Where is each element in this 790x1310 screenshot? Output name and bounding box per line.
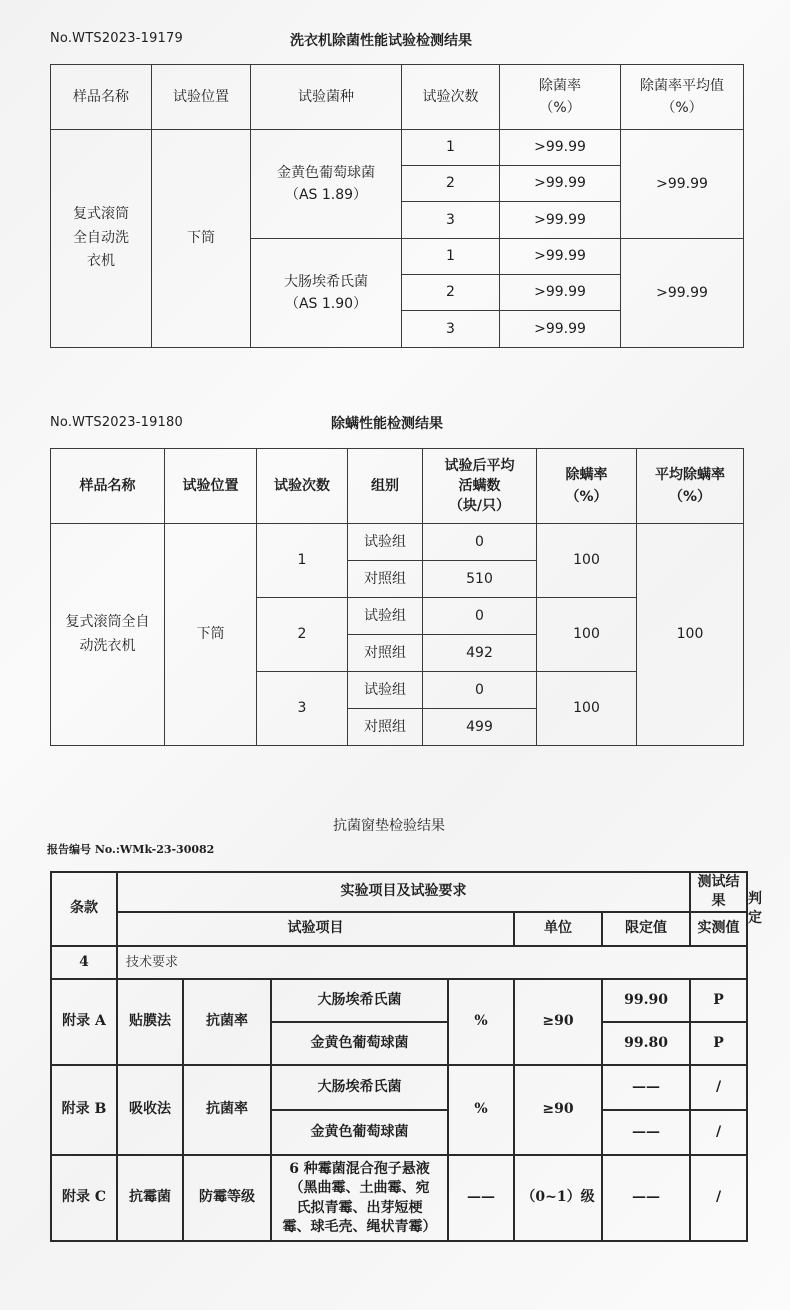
position-cell: 下筒 — [165, 524, 257, 746]
unit-value: —— — [448, 1155, 514, 1241]
sample-name: 复式滚筒全自动洗衣机 — [65, 613, 150, 654]
header-kill-rate — [500, 65, 621, 130]
report-number-3: 报告编号 No.:WMk-23-30082 — [47, 843, 215, 856]
measured-value: 99.90 — [602, 979, 690, 1022]
strain-name: 金黄色葡萄球菌 — [271, 1022, 448, 1065]
kill-rate: >99.99 — [500, 239, 621, 275]
live-mite-count: 499 — [423, 709, 537, 746]
judgement-value: / — [690, 1110, 747, 1155]
live-mite-count: 492 — [423, 635, 537, 672]
judgement-value: P — [690, 1022, 747, 1065]
header-clause: 条款 — [51, 872, 117, 946]
header-kill-rate-label: 除菌率 — [539, 77, 581, 94]
run-number: 2 — [402, 166, 500, 202]
run-number: 1 — [257, 524, 348, 598]
measured-value: 99.80 — [602, 1022, 690, 1065]
header-run: 试验次数 — [257, 449, 348, 524]
live-mite-count: 0 — [423, 598, 537, 635]
judgement-value: / — [690, 1155, 747, 1241]
test-method: 抗霉菌 — [117, 1155, 183, 1241]
measured-value: —— — [602, 1065, 690, 1110]
kill-rate: >99.99 — [500, 166, 621, 202]
group-label: 对照组 — [348, 561, 423, 598]
test-item: 抗菌率 — [183, 979, 271, 1065]
strain-cell — [251, 239, 402, 348]
judgement-value: P — [690, 979, 747, 1022]
header-measured: 实测值 — [690, 912, 747, 946]
run-number: 2 — [402, 275, 500, 311]
header-unit: 单位 — [514, 912, 602, 946]
kill-rate: >99.99 — [500, 275, 621, 311]
judgement-value: / — [690, 1065, 747, 1110]
kill-rate: >99.99 — [500, 130, 621, 166]
mold-desc-line: 霉、球毛壳、绳状青霉） — [282, 1219, 437, 1236]
kill-rate: >99.99 — [500, 311, 621, 348]
header-test-result: 测试结果 — [690, 872, 747, 912]
section-title-1: 洗衣机除菌性能试验检测结果 — [290, 33, 472, 49]
strain-name: 大肠埃希氏菌 — [271, 1065, 448, 1110]
clause-appendix: 附录 C — [51, 1155, 117, 1241]
strain-cell — [251, 130, 402, 239]
tech-requirements: 技术要求 — [117, 946, 747, 979]
section-title-2: 除螨性能检测结果 — [331, 416, 443, 432]
test-item: 防霉等级 — [183, 1155, 271, 1241]
run-number: 2 — [257, 598, 348, 672]
run-number: 1 — [402, 239, 500, 275]
group-label: 试验组 — [348, 672, 423, 709]
header-sample-name: 样品名称 — [51, 449, 165, 524]
position-cell: 下筒 — [152, 130, 251, 348]
clause-number: 4 — [51, 946, 117, 979]
mold-desc-line: 氏拟青霉、出芽短梗 — [296, 1199, 423, 1216]
test-method: 贴膜法 — [117, 979, 183, 1065]
header-sample-name: 样品名称 — [51, 65, 152, 130]
header-avg-label: 除菌率平均值 — [640, 77, 724, 94]
limit-value: ≥90 — [514, 1065, 602, 1155]
strain-code: （AS 1.90） — [284, 296, 368, 312]
live-mite-count: 0 — [423, 524, 537, 561]
mite-test-table — [50, 448, 744, 746]
header-live-mites — [423, 449, 537, 524]
avg-kill-rate: >99.99 — [621, 239, 744, 348]
kill-rate: >99.99 — [500, 202, 621, 239]
mold-desc-line: 6 种霉菌混合孢子悬液 — [289, 1160, 430, 1177]
mold-description — [271, 1155, 448, 1241]
limit-value: （0~1）级 — [514, 1155, 602, 1241]
header-avg-mite-label: 平均除螨率 — [655, 466, 725, 483]
group-label: 对照组 — [348, 635, 423, 672]
measured-value: —— — [602, 1155, 690, 1241]
live-mite-count: 510 — [423, 561, 537, 598]
header-live-mites-l2: 活螨数 — [458, 477, 501, 494]
run-number: 3 — [402, 311, 500, 348]
header-group: 组别 — [348, 449, 423, 524]
strain-name: 金黄色葡萄球菌 — [271, 1110, 448, 1155]
measured-value: —— — [602, 1110, 690, 1155]
test-item: 抗菌率 — [183, 1065, 271, 1155]
group-label: 试验组 — [348, 524, 423, 561]
section-title-3: 抗菌窗垫检验结果 — [333, 818, 445, 834]
header-items-requirements: 实验项目及试验要求 — [117, 872, 690, 912]
report-number-1: No.WTS2023-19179 — [50, 31, 183, 46]
strain-name: 金黄色葡萄球菌 — [277, 164, 375, 181]
antibacterial-mat-table: 条款 实验项目及试验要求 测试结果 判定 试验项目 单位 限定值 实测值 4 技术要求 附录 A 贴膜法 抗菌率 大肠埃希氏菌 % ≥90 99.90 P 金黄色葡萄球菌 99.80 P 附录 B 吸收法 抗菌率 大肠埃希氏菌 % ≥90 —— / 金黄色葡萄球菌 —— / 附录 C 抗霉菌 防霉等级 6 种霉菌混合孢子悬液 （黑曲霉、土曲霉、宛 氏拟青霉、出芽短梗 霉、球毛壳、绳状青霉） —— （0~1）级 —— / — [50, 871, 748, 1242]
strain-name: 大肠埃希氏菌 — [284, 273, 368, 290]
header-live-mites-l3: （块/只） — [448, 498, 511, 515]
header-kill-rate-unit: （%） — [539, 100, 581, 116]
mold-desc-line: （黑曲霉、土曲霉、宛 — [289, 1180, 430, 1197]
live-mite-count: 0 — [423, 672, 537, 709]
header-test-position: 试验位置 — [165, 449, 257, 524]
mite-rate: 100 — [537, 524, 637, 598]
report-number-2: No.WTS2023-19180 — [50, 415, 183, 430]
header-test-position: 试验位置 — [152, 65, 251, 130]
header-mite-rate-label: 除螨率 — [565, 466, 608, 483]
limit-value: ≥90 — [514, 979, 602, 1065]
header-run: 试验次数 — [402, 65, 500, 130]
header-mite-rate — [537, 449, 637, 524]
sample-name-cell — [51, 130, 152, 348]
run-number: 3 — [402, 202, 500, 239]
header-avg-kill-rate — [621, 65, 744, 130]
header-avg-unit: （%） — [661, 100, 703, 116]
header-avg-mite-rate — [637, 449, 744, 524]
header-avg-mite-unit: （%） — [668, 489, 712, 505]
run-number: 3 — [257, 672, 348, 746]
clause-appendix: 附录 B — [51, 1065, 117, 1155]
bacteria-test-table — [50, 64, 744, 348]
header-strain: 试验菌种 — [251, 65, 402, 130]
header-live-mites-l1: 试验后平均 — [444, 457, 515, 474]
test-method: 吸收法 — [117, 1065, 183, 1155]
sample-name: 复式滚筒全自动洗衣机 — [73, 205, 129, 270]
clause-appendix: 附录 A — [51, 979, 117, 1065]
group-label: 对照组 — [348, 709, 423, 746]
header-test-item: 试验项目 — [117, 912, 514, 946]
unit-value: % — [448, 979, 514, 1065]
group-label: 试验组 — [348, 598, 423, 635]
avg-kill-rate: >99.99 — [621, 130, 744, 239]
mite-rate: 100 — [537, 598, 637, 672]
strain-name: 大肠埃希氏菌 — [271, 979, 448, 1022]
mite-rate: 100 — [537, 672, 637, 746]
run-number: 1 — [402, 130, 500, 166]
header-mite-rate-unit: （%） — [565, 489, 608, 505]
sample-name-cell — [51, 524, 165, 746]
unit-value: % — [448, 1065, 514, 1155]
avg-mite-rate: 100 — [637, 524, 744, 746]
strain-code: （AS 1.89） — [284, 187, 368, 203]
header-limit: 限定值 — [602, 912, 690, 946]
